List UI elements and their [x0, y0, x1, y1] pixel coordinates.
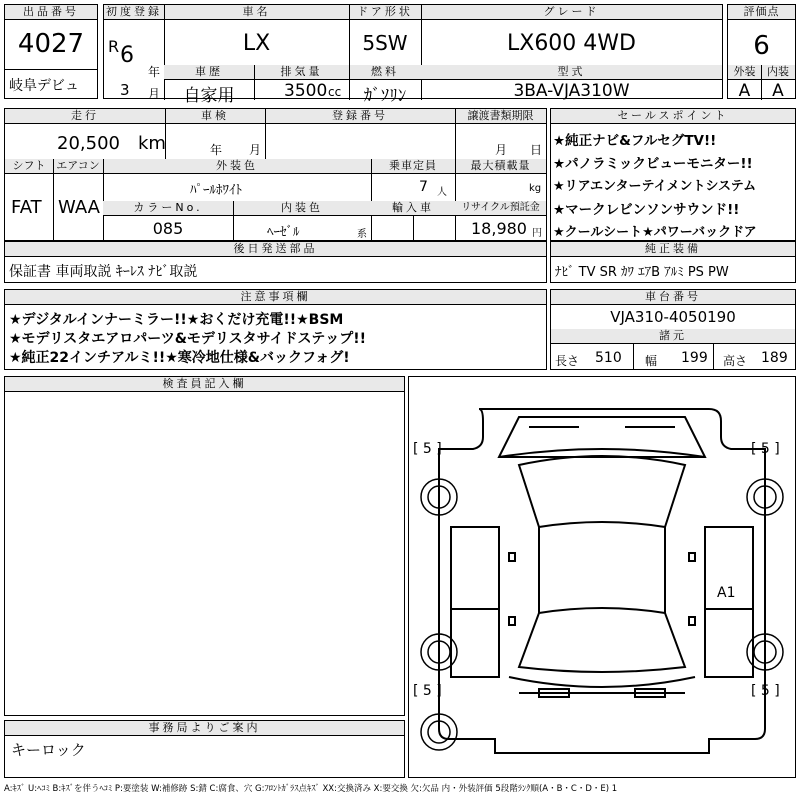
reg-no-label: 登録番号: [265, 109, 455, 124]
interior-color: ﾍｰｾﾞﾙ: [267, 225, 300, 240]
recycle-unit: 円: [532, 228, 542, 239]
ac-type: WAA: [58, 197, 100, 218]
car-name: LX: [242, 31, 271, 56]
displacement-label: 排気量: [254, 65, 349, 80]
era-letter: R: [108, 37, 120, 56]
displacement-unit: cc: [328, 85, 342, 99]
interior-grade: A: [772, 81, 784, 101]
fuel-label: 燃料: [349, 65, 421, 80]
equipment-box: [550, 241, 796, 283]
score: 6: [753, 31, 770, 61]
equipment-label: 純正装備: [551, 242, 795, 257]
import-label: 輸入車: [371, 201, 455, 216]
note-line: ★モデリスタエアロパーツ&モデリスタサイドステップ!!: [9, 331, 367, 347]
inspector-box: [4, 376, 405, 716]
history-label: 車歴: [164, 65, 254, 80]
height-label: 高さ: [723, 354, 748, 368]
office-text: キーロック: [11, 741, 86, 759]
reg-year: 6: [120, 43, 134, 68]
tire-fl-tread: [ 5 ]: [413, 441, 442, 457]
note-line: ★デジタルインナーミラー!!★おくだけ充電!!★BSM: [9, 312, 344, 328]
load-label: 最大積載量: [455, 159, 546, 174]
legend-text: A:ｷｽﾞ U:ﾍｺﾐ B:ｷｽﾞを伴うﾍｺﾐ P:要塗装 W:補修跡 S:錆 C:腐食、穴 G:ﾌﾛﾝﾄｶﾞﾗｽ点ｷｽﾞ XX:交換済み X:要交換 欠:欠品 内・外装評価 5段階ﾗﾝｸ順(A・B・C・D・E) 1: [4, 784, 618, 794]
car-outline-diagram: [409, 377, 795, 777]
office-box: [4, 720, 405, 778]
grade-label: グレード: [421, 5, 722, 20]
insp-year-unit: 年: [210, 143, 223, 157]
later-parts-text: 保証書 車両取説 ｷｰﾚｽ ﾅﾋﾞ取説: [9, 264, 198, 280]
tire-fr-tread: [ 5 ]: [751, 441, 780, 457]
recycle-fee: 18,980: [471, 219, 527, 238]
color-no-label: カラーNo.: [103, 201, 233, 216]
mileage-label: 走行: [5, 109, 165, 124]
fuel: ｶﾞｿﾘﾝ: [363, 86, 407, 106]
color-label: 外装色: [103, 159, 371, 174]
sales-point-item: ★マークレビンソンサウンド!!: [553, 202, 740, 218]
month-unit: 月: [148, 87, 161, 101]
lot-number: 4027: [17, 29, 85, 59]
mileage: 20,500: [57, 133, 120, 154]
lot-box: [4, 4, 98, 99]
reg-month: 3: [120, 81, 130, 99]
color-no: 085: [152, 219, 184, 238]
sales-point-item: ★クールシート★パワーバックドア: [553, 225, 757, 240]
height-value: 189: [761, 350, 788, 366]
recycle-label: リサイクル預託金: [455, 201, 546, 216]
chassis-label: 車台番号: [551, 290, 795, 305]
load-unit: kg: [529, 183, 542, 194]
history: 自家用: [183, 86, 235, 106]
ac-label: エアコン: [53, 159, 103, 174]
sales-points-label: セールスポイント: [551, 109, 795, 124]
office-label: 事務局よりご案内: [5, 721, 404, 736]
seats-unit: 人: [437, 187, 447, 198]
transfer-label: 譲渡書類期限: [455, 109, 546, 124]
sales-points-box: [550, 108, 796, 241]
grade: LX600 4WD: [506, 31, 636, 56]
first-reg-label: 初度登録: [106, 5, 162, 18]
exterior-grade: A: [738, 81, 751, 101]
transfer-month-unit: 月: [495, 143, 508, 157]
sales-point-item: ★パノラミックビューモニター!!: [553, 156, 753, 172]
length-label: 長さ: [555, 354, 580, 368]
insp-month-unit: 月: [249, 143, 262, 157]
interior-color-unit: 系: [357, 229, 367, 240]
door-label: ドア形状: [349, 5, 421, 20]
equipment-text: ﾅﾋﾞ TV SR ｶﾜ ｴｱB ｱﾙﾐ PS PW: [555, 265, 729, 280]
details-box: [4, 108, 547, 241]
width-label: 幅: [645, 354, 658, 368]
damage-mark: A1: [717, 585, 736, 601]
shift: FAT: [11, 197, 42, 218]
seats: 7: [419, 179, 428, 195]
transfer-day-unit: 日: [530, 143, 543, 157]
tire-rr-tread: [ 5 ]: [751, 683, 780, 699]
score-label: 評価点: [728, 5, 795, 20]
model-label: 型式: [421, 65, 722, 80]
inspection-label: 車検: [165, 109, 265, 124]
exterior-label: 外装: [728, 65, 761, 80]
model: 3BA-VJA310W: [513, 81, 630, 101]
chassis-number: VJA310-4050190: [610, 308, 736, 326]
mileage-unit: km: [138, 133, 166, 154]
seats-label: 乗車定員: [371, 159, 455, 174]
shift-label: シフト: [5, 159, 53, 174]
width-value: 199: [681, 350, 708, 366]
interior-label: 内装: [761, 65, 795, 80]
length-value: 510: [595, 350, 622, 366]
spec-label: 諸元: [551, 329, 795, 344]
damage-diagram-box: [408, 376, 796, 778]
sales-point-item: ★純正ナビ&フルセグTV!!: [553, 133, 717, 149]
lot-label: 出品番号: [5, 5, 97, 20]
note-line: ★純正22インチアルミ!!★寒冷地仕様&バックフォグ!: [9, 350, 350, 366]
door-type: 5SW: [362, 31, 408, 55]
later-parts-label: 後日発送部品: [5, 242, 546, 257]
notes-box: [4, 289, 547, 370]
sales-point-item: ★リアエンターテイメントシステム: [553, 179, 757, 194]
notes-label: 注意事項欄: [5, 290, 546, 305]
int-color-label: 内装色: [233, 201, 371, 216]
inspector-label: 検査員記入欄: [5, 377, 404, 392]
later-parts-box: [4, 241, 547, 283]
year-unit: 年: [148, 65, 161, 79]
exterior-color: ﾊﾟｰﾙﾎﾜｲﾄ: [190, 183, 242, 198]
score-box: [727, 4, 796, 99]
tire-rl-tread: [ 5 ]: [413, 683, 442, 699]
car-name-label: 車名: [164, 5, 349, 20]
venue-label: 岐阜デビュ: [9, 78, 79, 94]
chassis-box: [550, 289, 796, 370]
vehicle-header-box: [103, 4, 723, 106]
displacement: 3500: [284, 81, 328, 101]
